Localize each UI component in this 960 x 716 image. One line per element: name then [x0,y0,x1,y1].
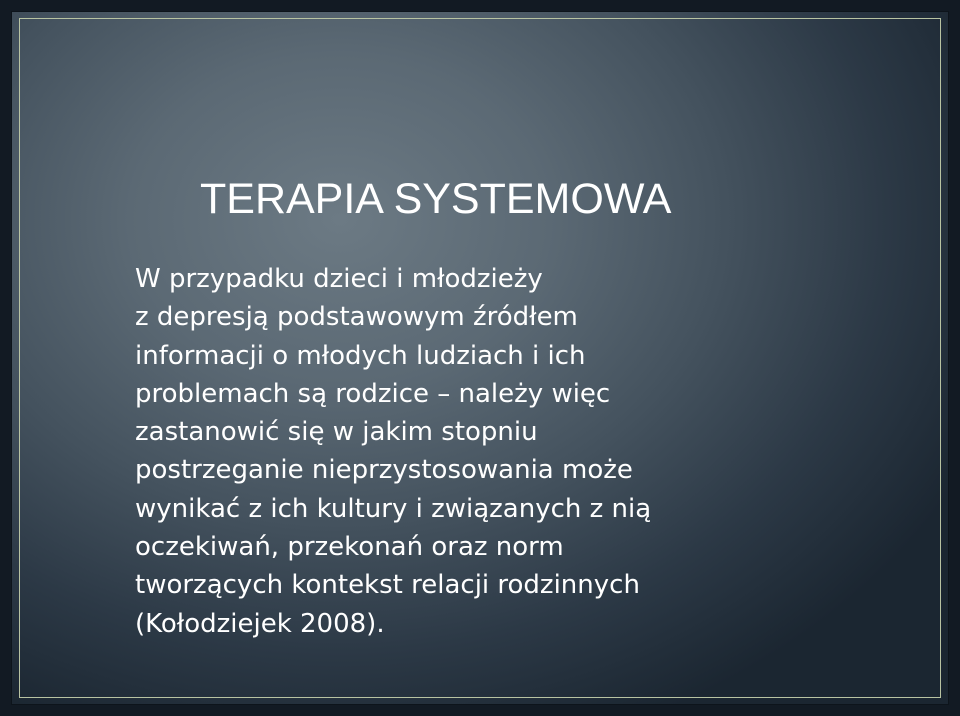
slide-background [12,12,948,704]
body-line: W przypadku dzieci i młodzieży [135,264,543,294]
body-line: zastanowić się w jakim stopniu [135,417,538,448]
body-line: postrzeganie nieprzystosowania może [135,455,633,486]
slide-body [135,260,651,643]
body-line: oczekiwań, przekonań oraz norm [135,532,564,563]
body-line: informacji o młodych ludziach i ich [135,340,586,371]
body-line: (Kołodziejek 2008). [135,608,385,639]
body-line: wynikać z ich kultury i związanych z nią [135,493,652,524]
slide-title: TERAPIA SYSTEMOWA [200,175,672,223]
body-line: problemach są rodzice – należy więc [135,378,611,409]
body-line: tworzących kontekst relacji rodzinnych [135,570,640,601]
body-line: z depresją podstawowym źródłem [135,302,578,333]
